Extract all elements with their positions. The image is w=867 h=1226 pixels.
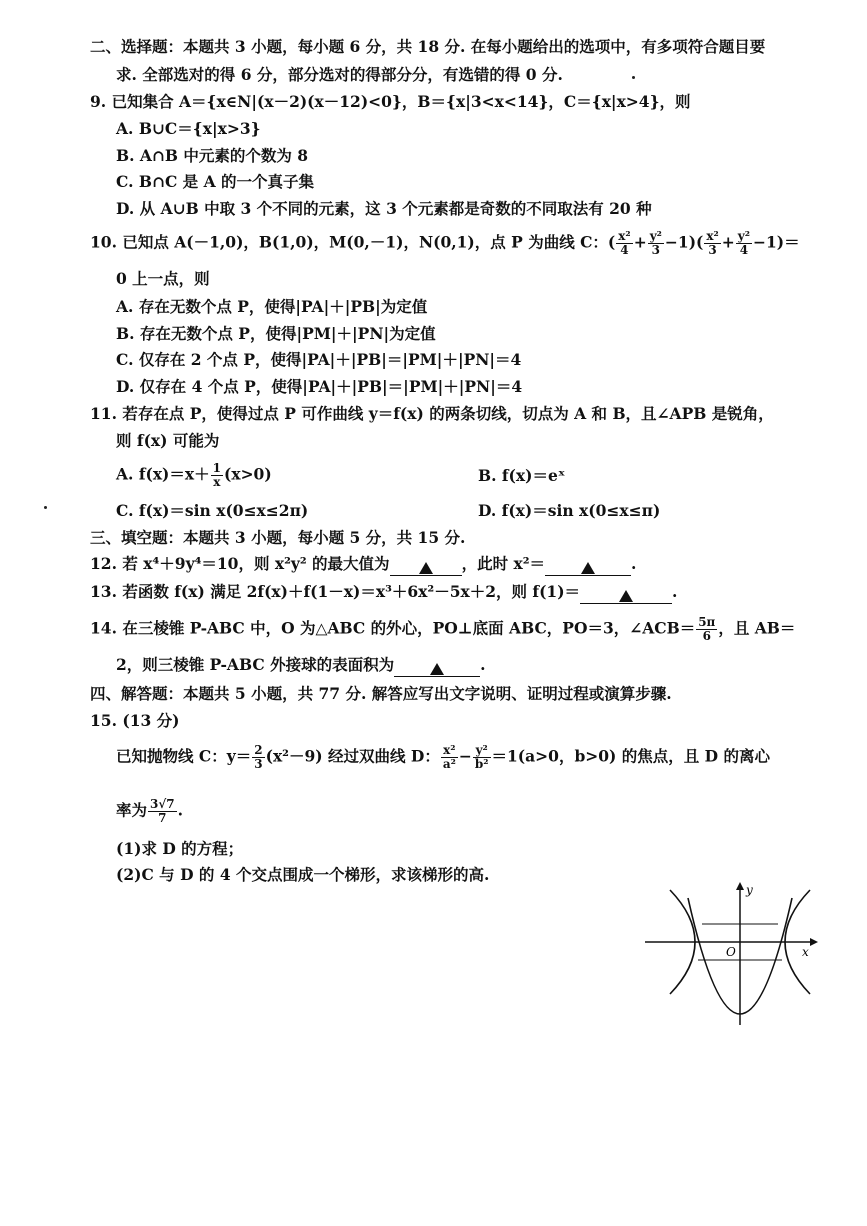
q10-option-a: A. 存在无数个点 P，使得|PA|＋|PB|为定值 bbox=[116, 297, 428, 316]
q9-option-d: D. 从 A∪B 中取 3 个不同的元素，这 3 个元素都是奇数的不同取法有 20 种 bbox=[116, 199, 652, 218]
q11-stem-line2: 则 f(x) 可能为 bbox=[116, 431, 220, 450]
section4-heading: 四、解答题：本题共 5 小题，共 77 分. 解答应写出文字说明、证明过程或演算步骤. bbox=[90, 684, 672, 703]
q11-option-d: D. f(x)＝sin x(0≤x≤π) bbox=[478, 501, 661, 520]
frac-x2-3: $\frac{\text{x²}}{3}$ bbox=[706, 229, 719, 257]
scan-speck bbox=[44, 506, 47, 509]
q12: 12. 若 x⁴＋9y⁴＝10，则 x²y² 的最大值为 ，此时 x²＝ . bbox=[90, 553, 636, 576]
frac-x2-4: $\frac{\text{x²}}{4}$ bbox=[618, 229, 631, 257]
frac-y2-b2: $\frac{\text{y²}}{\text{b²}}$ bbox=[474, 743, 489, 771]
q13: 13. 若函数 f(x) 满足 2f(x)＋f(1－x)＝x³＋6x²－5x＋2，则 f(1)＝ . bbox=[90, 581, 677, 604]
q11-stem-line1: 11. 若存在点 P，使得过点 P 可作曲线 y＝f(x) 的两条切线，切点为 A 和 B，且∠APB 是锐角， bbox=[90, 404, 774, 423]
q9-option-b: B. A∩B 中元素的个数为 8 bbox=[116, 146, 309, 165]
x-axis-label: x bbox=[802, 945, 809, 959]
frac-y2-3: $\frac{\text{y²}}{3}$ bbox=[649, 229, 662, 257]
q12-answer-blank-1 bbox=[390, 557, 462, 576]
q14-line1: 14. 在三棱锥 P-ABC 中，O 为△ABC 的外心，PO⊥底面 ABC，PO＝3，∠ACB＝ $\frac{5\pi}{6}$ ，且 AB＝ bbox=[90, 615, 796, 643]
triangle-marker-icon bbox=[419, 562, 433, 574]
q10-option-c: C. 仅存在 2 个点 P，使得|PA|＋|PB|＝|PM|＋|PN|＝4 bbox=[116, 350, 522, 369]
q15-part1: (1)求 D 的方程； bbox=[116, 839, 244, 858]
q11-option-b: B. f(x)＝eˣ bbox=[478, 466, 566, 485]
frac-1-x: $\frac{1}{x}$ bbox=[212, 461, 221, 489]
q15-line1: 已知抛物线 C：y＝ $\frac{2}{3}$ (x²－9) 经过双曲线 D： $\frac{\text{x²}}{\text{a²}}$ − $\frac{\text{y²}}{\text{b²}}$ ＝1(a>0，b>0) 的焦点，且 D 的离心 bbox=[116, 743, 771, 771]
frac-2-3: $\frac{2}{3}$ bbox=[254, 743, 263, 771]
q15-line2: 率为 $\frac{3√7}{7}$ . bbox=[116, 797, 184, 825]
frac-5pi-6: $\frac{5\pi}{6}$ bbox=[698, 615, 716, 643]
parabola-hyperbola-figure bbox=[640, 880, 820, 1030]
q14-answer-blank bbox=[394, 658, 480, 677]
q11-option-a: A. f(x)＝x＋ $\frac{1}{x}$ (x>0) bbox=[116, 461, 272, 489]
q10-stem-pre: 10. 已知点 A(－1,0)，B(1,0)，M(0,－1)，N(0,1)，点 P 为曲线 C：( bbox=[90, 232, 616, 252]
q9-option-a: A. B∪C＝{x|x>3} bbox=[116, 119, 261, 138]
q10-stem-post: ＝ bbox=[784, 232, 800, 252]
q15-number: 15. (13 分) bbox=[90, 711, 180, 730]
frac-x2-a2: $\frac{\text{x²}}{\text{a²}}$ bbox=[442, 743, 456, 771]
q10-stem: 10. 已知点 A(－1,0)，B(1,0)，M(0,－1)，N(0,1)，点 P 为曲线 C：( $\frac{\text{x²}}{4}$ + $\frac{\text{y²}}{3}$ −1)( $\frac{\text{x²}}{3}$ + $\frac{\text{y²}}{4}$ −1)＝ bbox=[90, 229, 800, 257]
frac-3sqrt7-7: $\frac{3√7}{7}$ bbox=[150, 797, 175, 825]
origin-label: O bbox=[726, 945, 736, 959]
q15-part2: (2)C 与 D 的 4 个交点围成一个梯形，求该梯形的高. bbox=[116, 865, 490, 884]
q11-option-c: C. f(x)＝sin x(0≤x≤2π) bbox=[116, 501, 309, 520]
q13-answer-blank bbox=[580, 585, 672, 604]
q12-answer-blank-2 bbox=[545, 557, 631, 576]
triangle-marker-icon bbox=[619, 590, 633, 602]
frac-y2-4: $\frac{\text{y²}}{4}$ bbox=[737, 229, 751, 257]
q14-line2: 2，则三棱锥 P-ABC 外接球的表面积为 . bbox=[116, 654, 485, 677]
q10-stem-line2: 0 上一点，则 bbox=[116, 269, 210, 288]
x-axis-arrow-icon bbox=[810, 938, 818, 946]
q10-option-d: D. 仅存在 4 个点 P，使得|PA|＋|PB|＝|PM|＋|PN|＝4 bbox=[116, 377, 523, 396]
triangle-marker-icon bbox=[430, 663, 444, 675]
scan-speck bbox=[632, 76, 635, 79]
y-axis-label: y bbox=[746, 883, 753, 897]
section2-heading-line2: 求. 全部选对的得 6 分，部分选对的得部分分，有选错的得 0 分. bbox=[116, 65, 563, 84]
triangle-marker-icon bbox=[581, 562, 595, 574]
q9-stem: 9. 已知集合 A＝{x∈N|(x－2)(x－12)<0}，B＝{x|3<x<14}，C＝{x|x>4}，则 bbox=[90, 92, 691, 111]
section3-heading: 三、填空题：本题共 3 小题，每小题 5 分，共 15 分. bbox=[90, 528, 466, 547]
y-axis-arrow-icon bbox=[736, 882, 744, 890]
q10-option-b: B. 存在无数个点 P，使得|PM|＋|PN|为定值 bbox=[116, 324, 436, 343]
q9-option-c: C. B∩C 是 A 的一个真子集 bbox=[116, 172, 314, 191]
section2-heading-line1: 二、选择题：本题共 3 小题，每小题 6 分，共 18 分. 在每小题给出的选项中，有多项符合题目要 bbox=[90, 37, 766, 56]
